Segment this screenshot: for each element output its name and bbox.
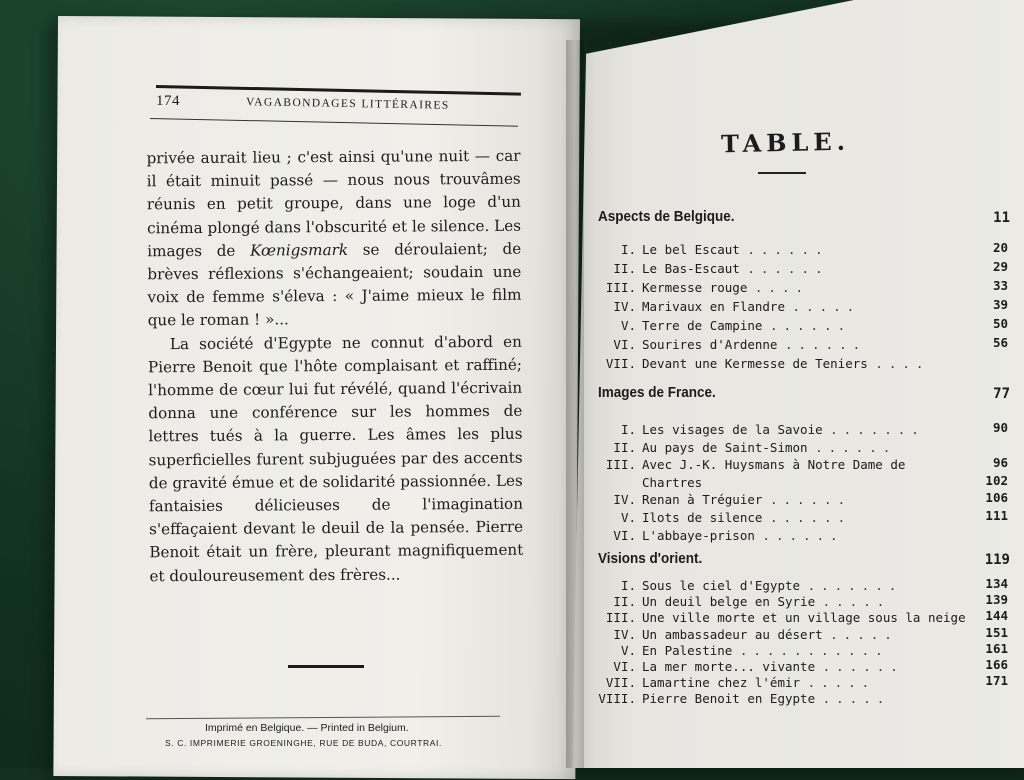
end-ornament-rule	[288, 665, 364, 668]
toc-entry	[598, 659, 1012, 676]
toc-leader-dots: ...........	[739, 642, 889, 658]
toc-entry-page: 151	[985, 624, 1008, 640]
toc-leader-dots: ......	[747, 261, 829, 276]
toc-entry-title: L'abbaye-prison	[642, 527, 763, 543]
toc-entry-number: VIII.	[598, 691, 636, 707]
toc-entry-page: 171	[985, 673, 1008, 689]
toc-entry-title: Marivaux en Flandre	[642, 299, 793, 314]
toc-entry-number: IV.	[613, 299, 636, 314]
paragraph-1-start: privée aurait lieu ; c'est ainsi qu'une nuit — car il était minuit passé — nous nous trouvâmes réunis en petit groupe, dans une loge d'un cinéma plongé dans l'obscurité et le silence. Les images de	[146, 146, 522, 261]
toc-entry	[598, 242, 1012, 259]
toc-entry	[598, 624, 1012, 644]
toc-entry-number: II.	[613, 439, 636, 455]
toc-entry-number: I.	[620, 242, 636, 257]
toc-entry-title: Chartres	[642, 474, 703, 490]
toc-entry-number: VII.	[605, 356, 636, 371]
toc-entry-number: V.	[620, 642, 636, 658]
toc-entry-title: Avec J.-K. Huysmans à Notre Dame de	[642, 457, 906, 473]
toc-entry-page: 139	[985, 592, 1008, 608]
toc-entry-number: V.	[620, 510, 636, 525]
toc-entry-page: 50	[992, 316, 1008, 331]
paragraph-1-end: se déroulaient; de brèves réflexions s'échangeaient; soudain une voix de femme s'éleva : « J'aime mieux le film que le roman ! »...	[147, 239, 522, 330]
toc-entry-title: En Palestine	[642, 642, 740, 658]
toc-entry-page: 20	[992, 240, 1008, 255]
toc-leader-dots: .......	[807, 578, 903, 593]
toc-leader-dots: ....	[875, 356, 930, 371]
toc-entry-number: II.	[613, 594, 636, 610]
toc-section-page: 119	[984, 552, 1010, 568]
toc-leader-dots: ......	[769, 492, 852, 508]
toc-entry	[598, 528, 1012, 545]
toc-title-rule	[758, 172, 806, 174]
toc-entry-page: 111	[985, 508, 1008, 523]
toc-entry-title: Pierre Benoit en Egypte	[642, 691, 823, 707]
toc-leader-dots: ......	[769, 510, 852, 525]
toc-section-heading: Aspects de Belgique.	[598, 208, 735, 225]
toc-entry-number: VI.	[613, 659, 636, 674]
toc-entry-page: 102	[985, 472, 1008, 488]
toc-entry-title: La mer morte... vivante	[642, 659, 823, 674]
toc-entry	[598, 675, 1012, 692]
page-number: 174	[156, 93, 180, 109]
toc-leader-dots: ......	[769, 318, 852, 333]
toc-entry-title: Kermesse rouge	[642, 280, 755, 295]
toc-entry	[598, 610, 1012, 627]
italic-title: Kœnigsmark	[249, 240, 349, 260]
toc-entry	[598, 299, 1012, 316]
toc-entry-page: 166	[985, 657, 1008, 672]
toc-leader-dots: .....	[830, 626, 898, 642]
toc-leader-dots: .....	[822, 594, 891, 610]
toc-entry-number: V.	[620, 318, 636, 333]
toc-entry-title: Le bel Escaut	[642, 242, 748, 257]
toc-entry-title: Sourires d'Ardenne	[642, 337, 785, 352]
toc-entry-page: 134	[985, 576, 1008, 591]
toc-entry-title: Un deuil belge en Syrie	[642, 594, 823, 610]
toc-entry-page: 39	[992, 297, 1008, 312]
toc-entry-title: Lamartine chez l'émir	[642, 675, 808, 691]
toc-leader-dots: ......	[747, 242, 829, 257]
toc-entry-number: VI.	[613, 527, 636, 543]
toc-entry-page: 90	[992, 420, 1008, 435]
imprint-line-1: Imprimé en Belgique. — Printed in Belgium.	[205, 722, 409, 734]
toc-leader-dots: ....	[754, 280, 809, 295]
toc-entry	[598, 440, 1012, 457]
toc-leader-dots: ......	[815, 439, 897, 455]
toc-entry-page: 106	[985, 490, 1008, 506]
toc-entry-number: VI.	[613, 337, 636, 352]
toc-entry-page: 96	[992, 455, 1008, 471]
running-head: VAGABONDAGES LITTÉRAIRES	[245, 96, 450, 112]
toc-section-page: 11	[993, 210, 1010, 226]
toc-entry-number: III.	[605, 610, 636, 626]
toc-entry-title: Renan à Tréguier	[642, 492, 770, 508]
toc-entry	[598, 492, 1012, 509]
toc-entry-title: Devant une Kermesse de Teniers	[642, 356, 876, 371]
toc-entry-page: 33	[992, 278, 1008, 293]
toc-entry-number: III.	[605, 457, 636, 473]
toc-entry-title: Les visages de la Savoie	[642, 422, 831, 437]
toc-entry-number: III.	[605, 280, 636, 295]
toc-entry-title: Une ville morte et un village sous la neige	[642, 610, 966, 626]
toc-entry	[598, 318, 1012, 335]
toc-entry	[598, 594, 1012, 611]
toc-entry	[598, 356, 1012, 373]
toc-entry	[598, 422, 1012, 439]
toc-entry-page: 56	[992, 335, 1008, 350]
toc-entry-number: IV.	[613, 492, 636, 508]
toc-leader-dots: ......	[822, 659, 904, 674]
imprint-line-2: S. C. IMPRIMERIE GROENINGHE, RUE DE BUDA, COURTRAI.	[165, 738, 442, 748]
toc-entry-number: I.	[620, 578, 636, 593]
toc-entry-number: I.	[620, 422, 636, 437]
toc-entry-number: II.	[613, 261, 636, 276]
toc-leader-dots: ......	[785, 337, 867, 352]
paragraph-1	[146, 145, 521, 333]
toc-entry	[598, 472, 1012, 492]
toc-entry-title: Ilots de silence	[642, 510, 770, 525]
toc-entry	[598, 578, 1012, 595]
toc-entry	[598, 691, 1012, 708]
toc-entry-page: 161	[985, 640, 1008, 656]
toc-section-page: 77	[993, 386, 1010, 402]
toc-entry-page: 144	[985, 608, 1008, 624]
toc-entry	[598, 337, 1012, 354]
toc-entry	[598, 457, 1012, 474]
toc-leader-dots: .....	[807, 675, 876, 691]
toc-entry	[598, 280, 1012, 297]
toc-entry	[598, 640, 1012, 660]
toc-entry-page: 29	[992, 259, 1008, 274]
toc-title: TABLE.	[720, 126, 851, 159]
body-text	[146, 145, 523, 588]
toc-section-heading: Visions d'orient.	[598, 550, 703, 567]
toc-entry-number: IV.	[613, 626, 636, 642]
toc-section-heading: Images de France.	[598, 384, 716, 401]
toc-entry-title: Le Bas-Escaut	[642, 261, 748, 276]
toc-entry-number: VII.	[605, 675, 636, 691]
toc-leader-dots: .....	[822, 691, 891, 707]
toc-leader-dots: ......	[762, 527, 844, 543]
toc-leader-dots: .....	[792, 299, 861, 314]
toc-entry-title: Au pays de Saint-Simon	[642, 439, 816, 455]
paragraph-2: La société d'Egypte ne connut d'abord en Pierre Benoit que l'hôte complaisant et raffiné; l'homme de cœur lui fut révélé, quand l'écrivain donna une conférence sur les hommes de lettres tués à la guerre. Les âmes les plus superficielles furent subjuguées par des accents de gravité émue et de solidarité passionnée. Les fantaisies délicieuses de l'imagination s'effaçaient devant le deuil de la pensée. Pierre Benoit était un frère, pleurant magnifiquement et douloureusement des frères...	[147, 332, 524, 585]
toc-leader-dots: .......	[830, 422, 925, 437]
toc-entry	[598, 261, 1012, 278]
toc-entry	[598, 510, 1012, 527]
toc-entry-title: Un ambassadeur au désert	[642, 626, 831, 642]
toc-entry-title: Terre de Campine	[642, 318, 770, 333]
toc-entry-title: Sous le ciel d'Egypte	[642, 578, 808, 593]
book-gutter	[566, 40, 584, 768]
